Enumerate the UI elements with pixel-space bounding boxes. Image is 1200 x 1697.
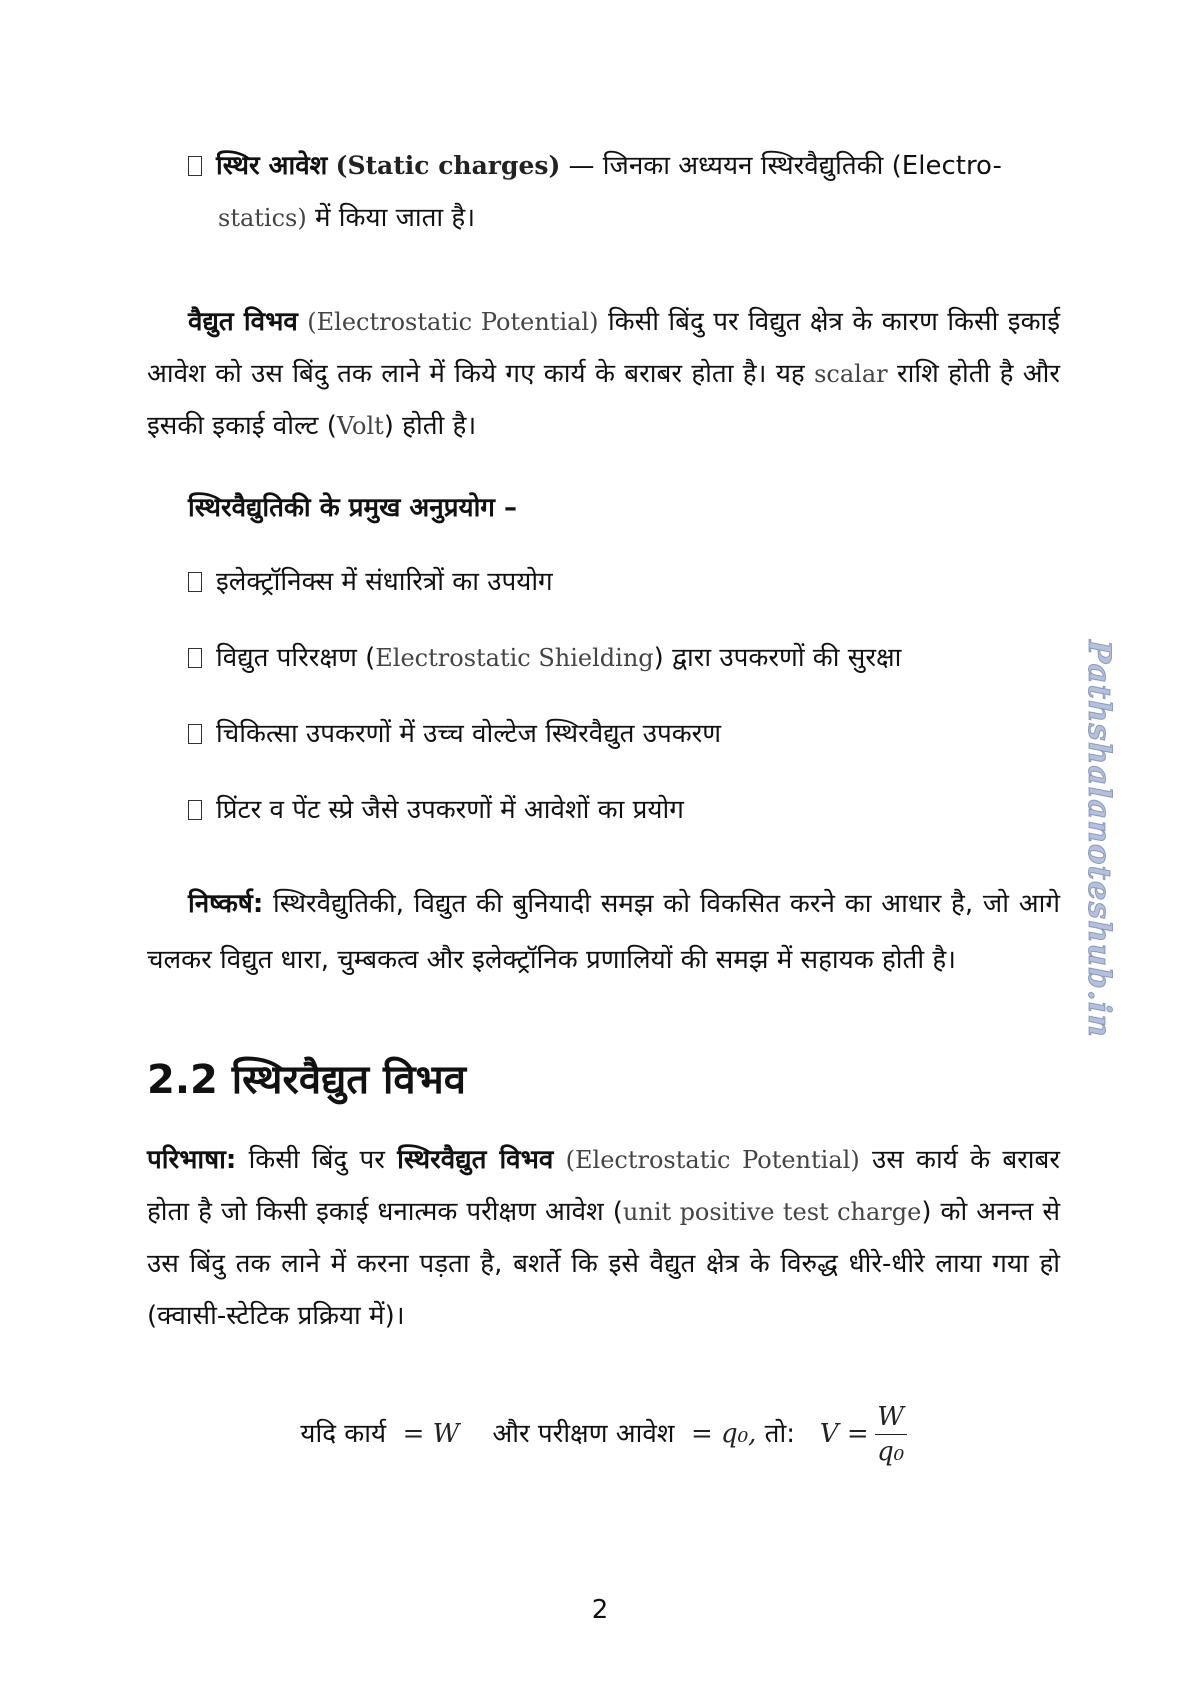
bullet-icon	[188, 800, 202, 820]
page-content	[147, 140, 1060, 1467]
watermark: Pathshalanoteshub.in	[1081, 640, 1117, 1038]
potential-paragraph: वैद्युत विभव (Electrostatic Potential) किसी बिंदु पर विद्युत क्षेत्र के कारण किसी इकाई आवेश को उस बिंदु तक लाने में किये गए कार्य के बराबर होता है। यह scalar राशि होती है और इसकी इकाई वोल्ट (Volt) होती है।	[147, 307, 1061, 441]
list-item: चिकित्सा उपकरणों में उच्च वोल्टेज स्थिरवैद्युत उपकरण	[188, 696, 1060, 772]
bullet-static-charges: स्थिर आवेश (Static charges) — जिनका अध्ययन स्थिरवैद्युतिकी (Electro- statics) में किया जाता है।	[147, 140, 1060, 244]
page-number: 2	[591, 1595, 609, 1625]
bullet-icon	[188, 724, 202, 744]
formula: यदि कार्य = W और परीक्षण आवेश = q₀, तो: V = $\frac{W}{\text{q₀}}$	[147, 1402, 1060, 1467]
section-heading: 2.2 स्थिरवैद्युत विभव	[147, 1057, 466, 1103]
bullet-icon	[188, 156, 202, 176]
definition-paragraph: परिभाषा: किसी बिंदु पर स्थिरवैद्युत विभव (Electrostatic Potential) उस कार्य के बराबर होता है जो किसी इकाई धनात्मक परीक्षण आवेश (unit positive test charge) को अनन्त से उस बिंदु तक लाने में करना पड़ता है, बशर्ते कि इसे वैद्युत क्षेत्र के विरुद्ध धीरे-धीरे लाया गया हो (क्वासी-स्टेटिक प्रक्रिया में)।	[147, 1145, 1061, 1331]
list-item: प्रिंटर व पेंट स्प्रे जैसे उपकरणों में आवेशों का प्रयोग	[188, 772, 1060, 848]
list-item: इलेक्ट्रॉनिक्स में संधारित्रों का उपयोग	[188, 544, 1060, 620]
fraction: $\frac{W}{\text{q₀}}$	[875, 1402, 907, 1467]
conclusion-paragraph: निष्कर्ष: स्थिरवैद्युतिकी, विद्युत की बुनियादी समझ को विकसित करने का आधार है, जो आगे चलकर विद्युत धारा, चुम्बकत्व और इलेक्ट्रॉनिक प्रणालियों की समझ में सहायक होती है।	[147, 889, 1061, 975]
bullet-icon	[188, 648, 202, 668]
list-item: विद्युत परिरक्षण (Electrostatic Shielding) द्वारा उपकरणों की सुरक्षा	[188, 620, 1060, 696]
bullet-icon	[188, 572, 202, 592]
applications-heading: स्थिरवैद्युतिकी के प्रमुख अनुप्रयोग –	[188, 493, 517, 523]
